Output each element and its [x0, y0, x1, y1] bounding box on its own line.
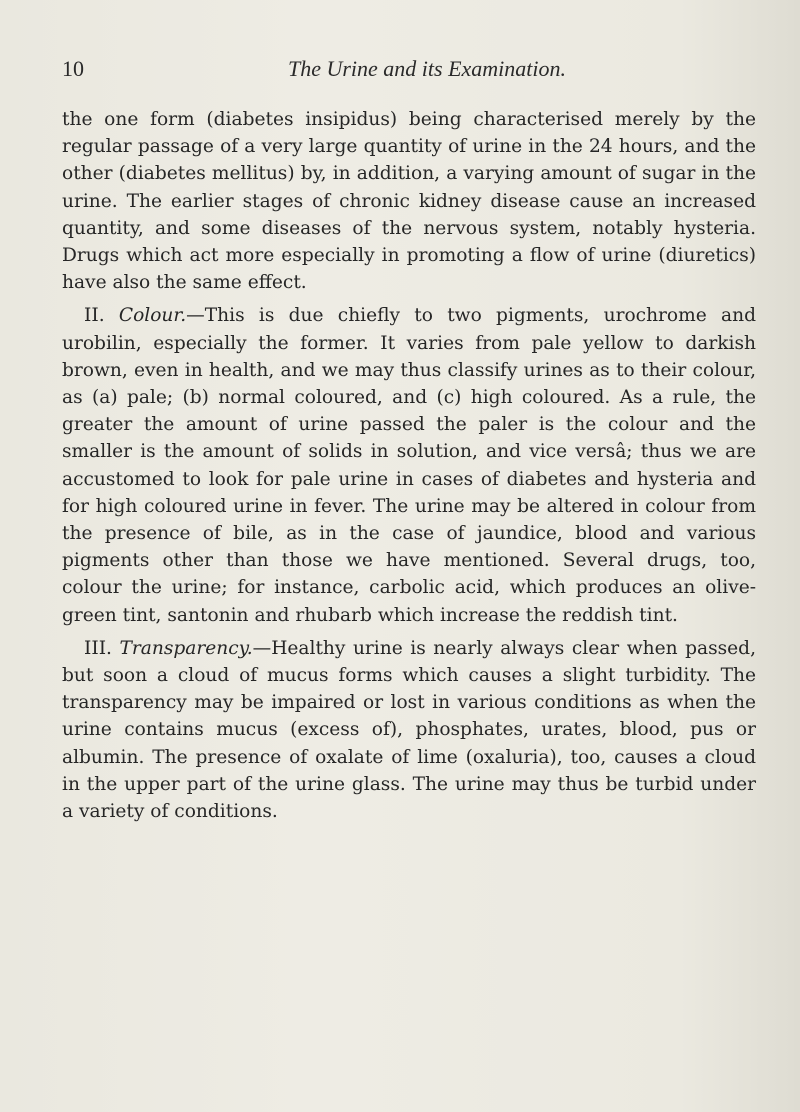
paragraph-text: —Healthy urine is nearly always clear when passed, but soon a cloud of mucus forms which causes a slight turbidity. The transparency may be impaired or lost in various conditions as when the urine contains mucus (excess of), phosphates, urates, blood, pus or albumin. The presence of oxalate of lime (oxaluria), too, causes a cloud in the upper part of the urine glass. The urine may thus be turbid under a variety of conditions.: [62, 637, 756, 823]
paragraph-continuation: [62, 106, 756, 296]
body-text: [62, 106, 756, 825]
section-numeral: II.: [84, 305, 105, 327]
paragraph-transparency: [62, 635, 756, 825]
paragraph-text: the one form (diabetes insipidus) being characterised merely by the regular passage of a very large quantity of urine in the 24 hours, and the other (diabetes mellitus) by, in addition, a varying amount of sugar in the urine. The earlier stages of chronic kidney disease cause an increased quantity, and some diseases of the nervous system, notably hysteria. Drugs which act more especially in promoting a flow of urine (diuretics) have also the same effect.: [62, 109, 756, 294]
running-head: The Urine and its Examination.: [287, 56, 567, 81]
section-heading-transparency: Transparency.: [119, 637, 253, 659]
paragraph-text: —This is due chiefly to two pigments, urochrome and urobilin, especially the former. It varies from pale yellow to darkish brown, even in health, and we may thus classify urines as to their colour, as (a) pale; (b) normal coloured, and (c) high coloured. As a rule, the greater the amount of urine passed the paler is the colour and the smaller is the amount of solids in solution, and vice versâ; thus we are accustomed to look for pale urine in cases of diabetes and hysteria and for high coloured urine in fever. The urine may be altered in colour from the presence of bile, as in the case of jaundice, blood and various pigments other than those we have mentioned. Several drugs, too, colour the urine; for instance, carbolic acid, which produces an olive-green tint, santonin and rhubarb which increase the reddish tint.: [62, 305, 756, 626]
section-heading-colour: Colour.: [118, 305, 187, 327]
section-numeral: III.: [84, 637, 112, 659]
page-number: 10: [62, 56, 84, 81]
paragraph-colour: [62, 302, 756, 628]
page-header: [62, 56, 752, 86]
